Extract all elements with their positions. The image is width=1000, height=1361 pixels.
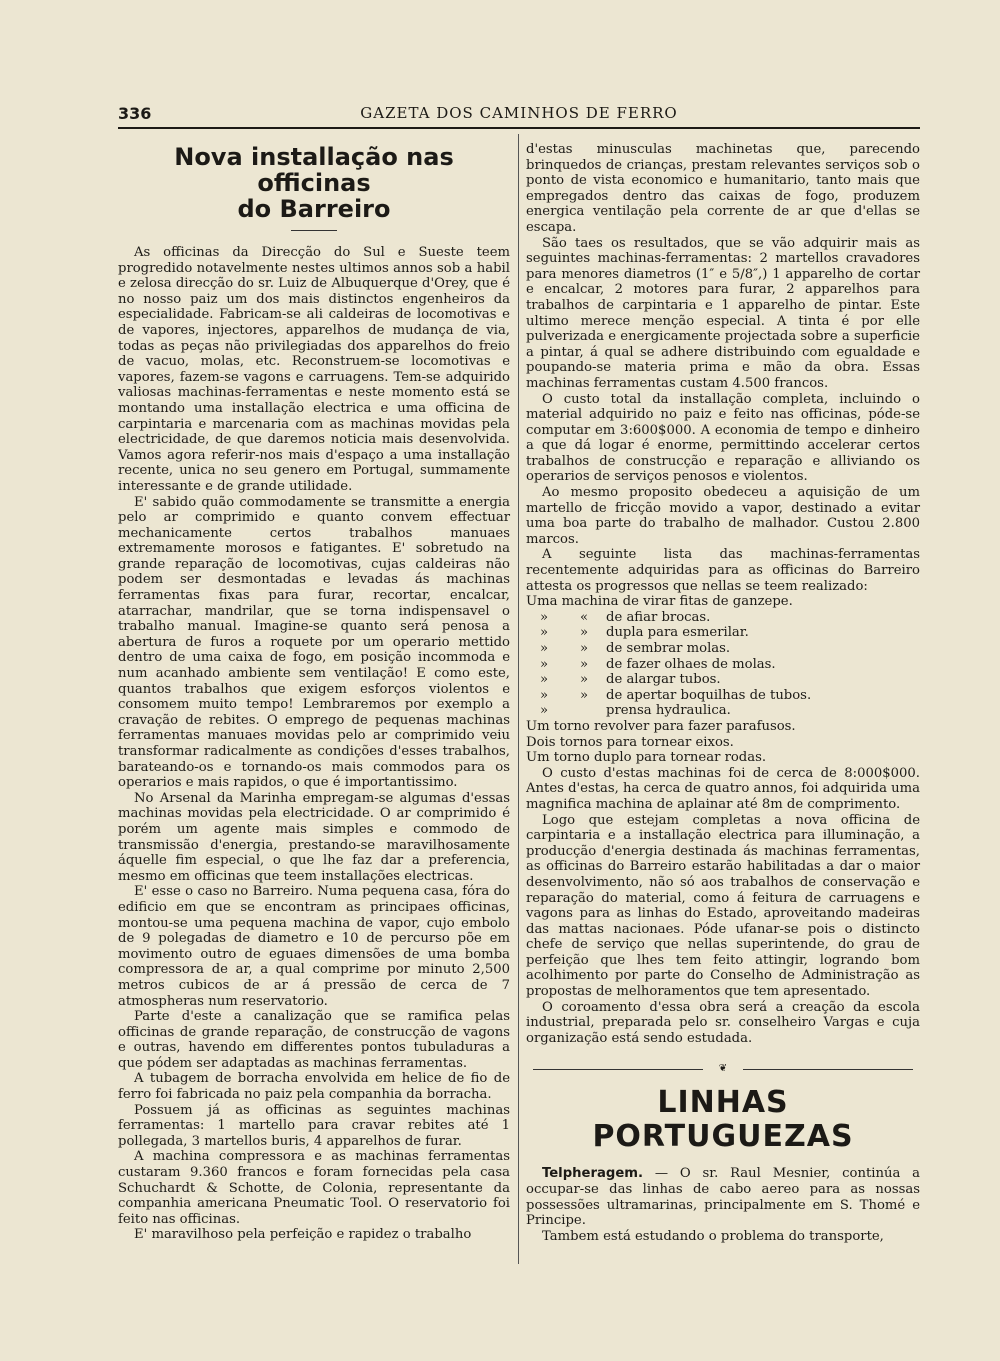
list-item [526, 625, 920, 641]
list-item [526, 750, 920, 766]
paragraph: O custo total da installação completa, incluindo o material adquirido no paiz e feito nas officinas, póde-se computar em 3:600$000. A economia de tempo e dinheiro a que dá logar é enorme, permittindo accelerar certos trabalhos de construcção e reparação e alliviando os operarios de serviços penosos e violentos. [526, 391, 920, 485]
paragraph: O custo d'estas machinas foi de cerca de 8:000$000. Antes d'estas, ha cerca de quatro annos, foi adquirida uma magnifica machina de aplainar até 8m de comprimento. [526, 765, 920, 812]
ornament-knot-icon: ❦ [703, 1064, 743, 1074]
list-item-text: de alargar tubos. [606, 672, 721, 688]
section-title: LINHAS PORTUGUEZAS [592, 1085, 854, 1155]
page-header [118, 104, 920, 128]
paragraph: Possuem já as officinas as seguintes machinas ferramentas: 1 martello para cravar rebites até 1 pollegada, 3 martellos buris, 4 apparelhos de furar. [118, 1102, 510, 1149]
list-item [526, 672, 920, 688]
list-item-text: de apertar boquilhas de tubos. [606, 687, 812, 703]
ditto-mark: » [579, 641, 589, 656]
paragraph: d'estas minusculas machinetas que, parecendo brinquedos de crianças, prestam relevantes serviços sob o ponto de vista economico e humanitario, tanto mais que empregados dentro das caixas de fogo, produzem energica ventilação pela corrente de ar que d'ellas se escapa. [526, 142, 920, 235]
list-item-text: Um torno duplo para tornear rodas. [526, 750, 767, 766]
page-number: 336 [118, 104, 152, 123]
paragraph: Parte d'este a canalização que se ramifica pelas officinas de grande reparação, de construcção de vagons e outras, havendo em differentes pontos tubuladuras a que pódem ser adaptadas as machinas ferramentas. [118, 1009, 510, 1071]
ditto-mark: » [539, 609, 549, 625]
list-item [526, 688, 920, 704]
right-column [526, 142, 920, 1244]
article-title-line-1: Nova installação nas officinas [174, 143, 454, 197]
article-title-line-2: do Barreiro [237, 195, 391, 223]
list-item-text: Um torno revolver para fazer parafusos. [526, 718, 796, 734]
paragraph: E' esse o caso no Barreiro. Numa pequena casa, fóra do edificio em que se encontram as principaes officinas, montou-se uma pequena machina de vapor, cujo embolo de 9 polegadas de diametro e 10 de percurso põe em movimento outro de eguaes dimensões de uma bomba compressora de ar, a qual comprime por minuto 2,500 metros cubicos de ar á pressão de cerca de 7 atmospheras num reservatorio. [118, 884, 510, 1009]
list-item [526, 594, 920, 610]
list-item-text: dupla para esmerilar. [606, 625, 749, 641]
ditto-mark: » [539, 656, 549, 672]
list-item-text: de sembrar molas. [606, 641, 731, 656]
list-item-text: de afiar brocas. [606, 609, 711, 625]
paragraph: A seguinte lista das machinas-ferramentas recentemente adquiridas para as officinas do Barreiro attesta os progressos que nellas se teem realizado: [526, 547, 920, 594]
title-rule [291, 230, 337, 231]
ditto-mark: » [539, 672, 549, 688]
list-item [526, 735, 920, 751]
ditto-mark: » [539, 625, 549, 641]
ditto-mark: » [539, 703, 549, 719]
ditto-mark: » [579, 625, 589, 641]
list-item-text: prensa hydraulica. [606, 703, 731, 719]
list-item [526, 657, 920, 673]
paragraph: As officinas da Direcção do Sul e Sueste teem progredido notavelmente nestes ultimos annos sob a habil e zelosa direcção do sr. Luiz de Albuquerque d'Orey, que é no nosso paiz um dos mais distinctos engenheiros da especialidade. Fabricam-se ali caldeiras de locomotivas e de vapores, injectores, apparelhos de mudança de via, todas as peças não privilegiadas dos apparelhos do freio de vacuo, molas, etc. Reconstruem-se locomotivas e vapores, fazem-se vagons e carruagens. Tem-se adquirido valiosas machinas-ferramentas e neste momento está se montando uma installação electrica e uma officina de carpintaria e marcenaria com as machinas movidas pela electricidade, de que daremos noticia mais desenvolvida. Vamos agora referir-nos mais d'espaço a uma installação recente, unica no seu genero em Portugal, summamente interessante e de grande utilidade. [118, 245, 510, 494]
running-title: GAZETA DOS CAMINHOS DE FERRO [360, 104, 678, 122]
ditto-mark: « [579, 609, 589, 625]
list-item [526, 719, 920, 735]
paragraph: Ao mesmo proposito obedeceu a aquisição de um martello de fricção movido a vapor, destinado a evitar uma boa parte do trabalho de malhador. Custou 2.800 marcos. [526, 485, 920, 547]
ditto-mark [562, 703, 606, 719]
article-title [118, 144, 510, 222]
paragraph: E' maravilhoso pela perfeição e rapidez o trabalho [134, 1227, 472, 1243]
ditto-mark: » [539, 641, 549, 656]
lead-text: — O sr. Raul Mesnier, continúa a occupar-se das linhas de cabo aereo para as nossas possessões ultramarinas, principalmente em S. Thomé e Principe. [526, 1166, 920, 1229]
machine-list [526, 594, 920, 766]
paragraph: No Arsenal da Marinha empregam-se algumas d'essas machinas movidas pela electricidade. O ar comprimido é porém um agente mais simples e commodo de transmissão d'energia, prestando-se maravilhosamente áquelle fim especial, o que lhe faz dar a preferencia, mesmo em officinas que teem installações electricas. [118, 790, 510, 884]
list-item-text: de fazer olhaes de molas. [606, 656, 776, 672]
ditto-mark: » [579, 672, 589, 688]
list-item [526, 610, 920, 626]
paragraph: A tubagem de borracha envolvida em helice de fio de ferro foi fabricada no paiz pela companhia da borracha. [118, 1071, 510, 1103]
paragraph: São taes os resultados, que se vão adquirir mais as seguintes machinas-ferramentas: 2 martellos cravadores para menores diametros (1″ e 5/8″,) 1 apparelho de cortar e encalcar, 2 motores para furar, 2 apparelhos para trabalhos de carpintaria e 1 apparelho de pintar. Este ultimo merece menção especial. A tinta é por elle pulverizada e energicamente projectada sobre a superficie a pintar, á qual se adhere distribuindo com egualdade e poupando-se materia prima e mão da obra. Essas machinas ferramentas custam 4.500 francos. [526, 235, 920, 391]
left-column [118, 140, 510, 1243]
list-item-text: Dois tornos para tornear eixos. [526, 734, 734, 750]
list-item [526, 703, 920, 719]
list-item [526, 641, 920, 657]
paragraph: Tambem está estudando o problema do transporte, [542, 1228, 884, 1244]
paragraph: O coroamento d'essa obra será a creação da escola industrial, preparada pelo sr. conselheiro Vargas e cuja organização está sendo estudada. [526, 999, 920, 1046]
section-ornament [533, 1064, 913, 1074]
ditto-mark: » [579, 687, 589, 703]
list-item-text: Uma machina de virar fitas de ganzepe. [526, 594, 793, 610]
header-rule [118, 127, 920, 129]
lead-label: Telpheragem. [542, 1166, 644, 1182]
paragraph: A machina compressora e as machinas ferramentas custaram 9.360 francos e foram fornecidas pela casa Schuchardt & Schotte, de Colonia, representante da companhia americana Pneumatic Tool. O reservatorio foi feito nas officinas. [118, 1149, 510, 1227]
ditto-mark: » [539, 687, 549, 703]
paragraph: E' sabido quão commodamente se transmitte a energia pelo ar comprimido e quanto convem effectuar mechanicamente certos trabalhos manuaes extremamente morosos e fatigantes. E' sobretudo na grande reparação de locomotivas, cujas caldeiras não podem ser desmontadas e levadas ás machinas ferramentas fixas para furar, recortar, encalcar, atarrachar, mandrilar, que se torna indispensavel o trabalho manual. Imagine-se quanto será penosa a abertura de furos a roquete por um operario mettido dentro de uma caixa de fogo, em posição incommoda e num acanhado ambiente sem ventilação! E como este, quantos trabalhos que exigem esforços violentos e consomem muito tempo! Lembraremos por exemplo a cravação de rebites. O emprego de pequenas machinas ferramentas manuaes movidas pelo ar comprimido veiu transformar radicalmente as condições d'esses trabalhos, barateando-os e tornando-os mais commodos para os operarios e mais rapidos, o que é importantissimo. [118, 494, 510, 791]
paragraph: Logo que estejam completas a nova officina de carpintaria e a installação electrica para illuminação, a producção d'energia destinada ás machinas ferramentas, as officinas do Barreiro estarão habilitadas a dar o maior desenvolvimento, não só aos trabalhos de conservação e reparação do material, como á feitura de carruagens e vagons para as linhas do Estado, aproveitando madeiras das mattas nacionaes. Póde ufanar-se pois o distincto chefe de serviço que nellas superintende, do grau de perfeição que lhes tem feito attingir, logrando bom acolhimento por parte do Conselho de Administração as propostas de melhoramentos que tem apresentado. [526, 812, 920, 1000]
paragraph [526, 1166, 920, 1228]
ditto-mark: » [579, 656, 589, 672]
column-divider [518, 134, 519, 1264]
